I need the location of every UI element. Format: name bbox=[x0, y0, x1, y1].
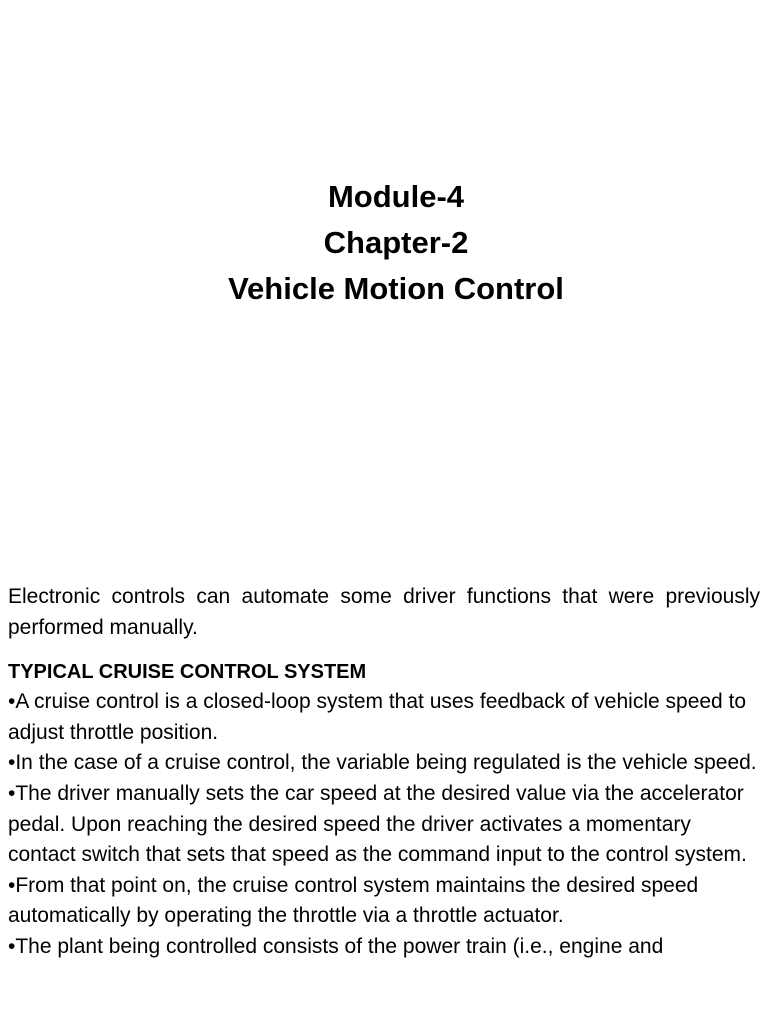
bullet-item: •In the case of a cruise control, the variable being regulated is the vehicle speed. bbox=[8, 751, 757, 775]
bullet-item: •The driver manually sets the car speed at the desired value via the accelerator pedal. Upon reaching the desired speed the driver activates a momentary contact switch that sets that speed as the command input to the control system. bbox=[8, 781, 747, 867]
bullet-item: •The plant being controlled consists of the power train (i.e., engine and bbox=[8, 934, 664, 958]
module-title: Module-4 bbox=[327, 179, 465, 214]
section-heading: TYPICAL CRUISE CONTROL SYSTEM bbox=[8, 661, 367, 684]
chapter-title: Chapter-2 bbox=[323, 225, 469, 260]
topic-title: Vehicle Motion Control bbox=[228, 271, 564, 306]
intro-paragraph: Electronic controls can automate some driver functions that were previously performed manually. bbox=[8, 585, 760, 639]
body-text bbox=[8, 582, 760, 963]
bullet-item: •From that point on, the cruise control system maintains the desired speed automatically by operating the throttle via a throttle actuator. bbox=[8, 873, 699, 928]
bullet-list bbox=[8, 687, 760, 962]
title-block bbox=[0, 174, 768, 312]
bullet-item: •A cruise control is a closed-loop system that uses feedback of vehicle speed to adjust throttle position. bbox=[8, 690, 747, 744]
